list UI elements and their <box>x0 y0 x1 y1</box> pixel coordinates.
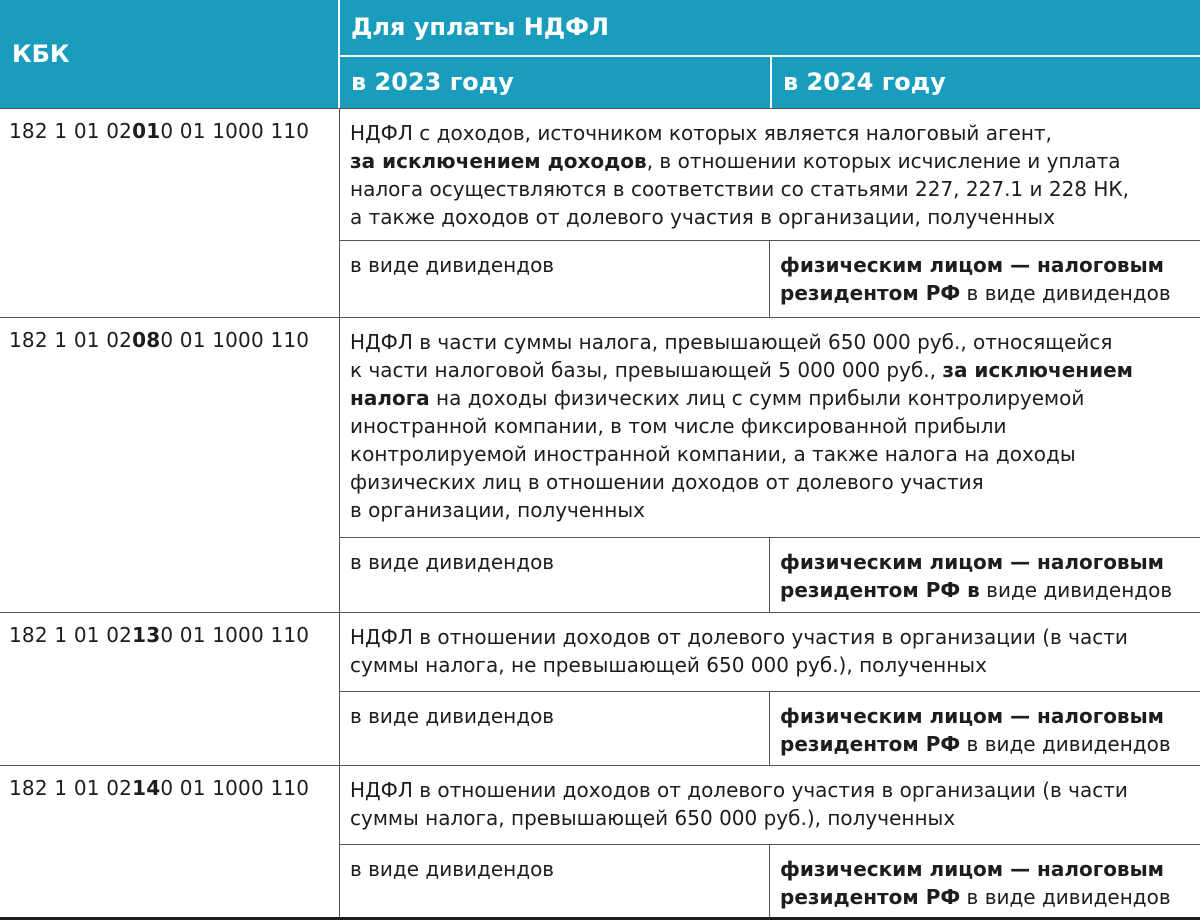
description-fragment: , в отношении которых исчисление и уплата <box>646 149 1121 173</box>
description-bold-fragment: налога <box>350 386 430 410</box>
description-fragment: НДФЛ с доходов, источником которых является налоговый агент, <box>350 121 1052 145</box>
kbk-code: 182 1 01 02010 01 1000 110 <box>0 109 340 317</box>
cell-2024: физическим лицом — налоговым резидентом РФ в виде дивидендов <box>780 550 1173 602</box>
table-row <box>0 317 1200 612</box>
table-row <box>0 765 1200 917</box>
description-fragment: НДФЛ в отношении доходов от долевого участия в организации (в части <box>350 778 1128 802</box>
description-fragment: физических лиц в отношении доходов от долевого участия <box>350 470 984 494</box>
description-fragment: НДФЛ в отношении доходов от долевого участия в организации (в части <box>350 625 1128 649</box>
year-split-row <box>340 240 1200 318</box>
year-split-row <box>340 844 1200 918</box>
description-fragment: к части налоговой базы, превышающей 5 000 000 руб., <box>350 358 943 382</box>
table-row <box>0 612 1200 765</box>
cell-2024: физическим лицом — налоговым резидентом РФ в виде дивидендов <box>780 704 1171 756</box>
row-description <box>340 109 1200 231</box>
description-fragment: суммы налога, не превышающей 650 000 руб.), полученных <box>350 653 987 677</box>
description-fragment: суммы налога, превышающей 650 000 руб.), полученных <box>350 806 956 830</box>
description-fragment: на доходы физических лиц с сумм прибыли контролируемой <box>429 386 1085 410</box>
description-fragment: НДФЛ в части суммы налога, превышающей 650 000 руб., относящейся <box>350 330 1113 354</box>
year-split-row <box>340 537 1200 613</box>
description-fragment: в организации, полученных <box>350 498 645 522</box>
description-bold-fragment: за исключением доходов <box>350 149 647 173</box>
description-fragment: контролируемой иностранной компании, а также налога на доходы <box>350 442 1076 466</box>
cell-2023: в виде дивидендов <box>340 692 770 766</box>
header-year-2023: в 2023 году <box>351 68 514 96</box>
table-row <box>0 108 1200 317</box>
header-group-title: Для уплаты НДФЛ <box>351 13 609 41</box>
cell-2023: в виде дивидендов <box>340 241 770 318</box>
cell-2023: в виде дивидендов <box>340 845 770 918</box>
kbk-code: 182 1 01 02080 01 1000 110 <box>0 318 340 612</box>
kbk-code: 182 1 01 02130 01 1000 110 <box>0 613 340 765</box>
header-year-2024: в 2024 году <box>783 68 946 96</box>
row-description <box>340 613 1200 679</box>
year-split-row <box>340 691 1200 766</box>
description-fragment: иностранной компании, в том числе фиксированной прибыли <box>350 414 1007 438</box>
description-bold-fragment: за исключением <box>942 358 1133 382</box>
header-kbk: КБК <box>12 40 70 68</box>
row-description <box>340 318 1200 524</box>
kbk-code: 182 1 01 02140 01 1000 110 <box>0 766 340 917</box>
description-fragment: налога осуществляются в соответствии со статьями 227, 227.1 и 228 НК, <box>350 177 1129 201</box>
cell-2023: в виде дивидендов <box>340 538 770 613</box>
cell-2024: физическим лицом — налоговым резидентом РФ в виде дивидендов <box>780 857 1171 909</box>
description-fragment: а также доходов от долевого участия в организации, полученных <box>350 205 1056 229</box>
table-header <box>0 0 1200 108</box>
row-description <box>340 766 1200 832</box>
cell-2024: физическим лицом — налоговым резидентом РФ в виде дивидендов <box>780 253 1171 305</box>
